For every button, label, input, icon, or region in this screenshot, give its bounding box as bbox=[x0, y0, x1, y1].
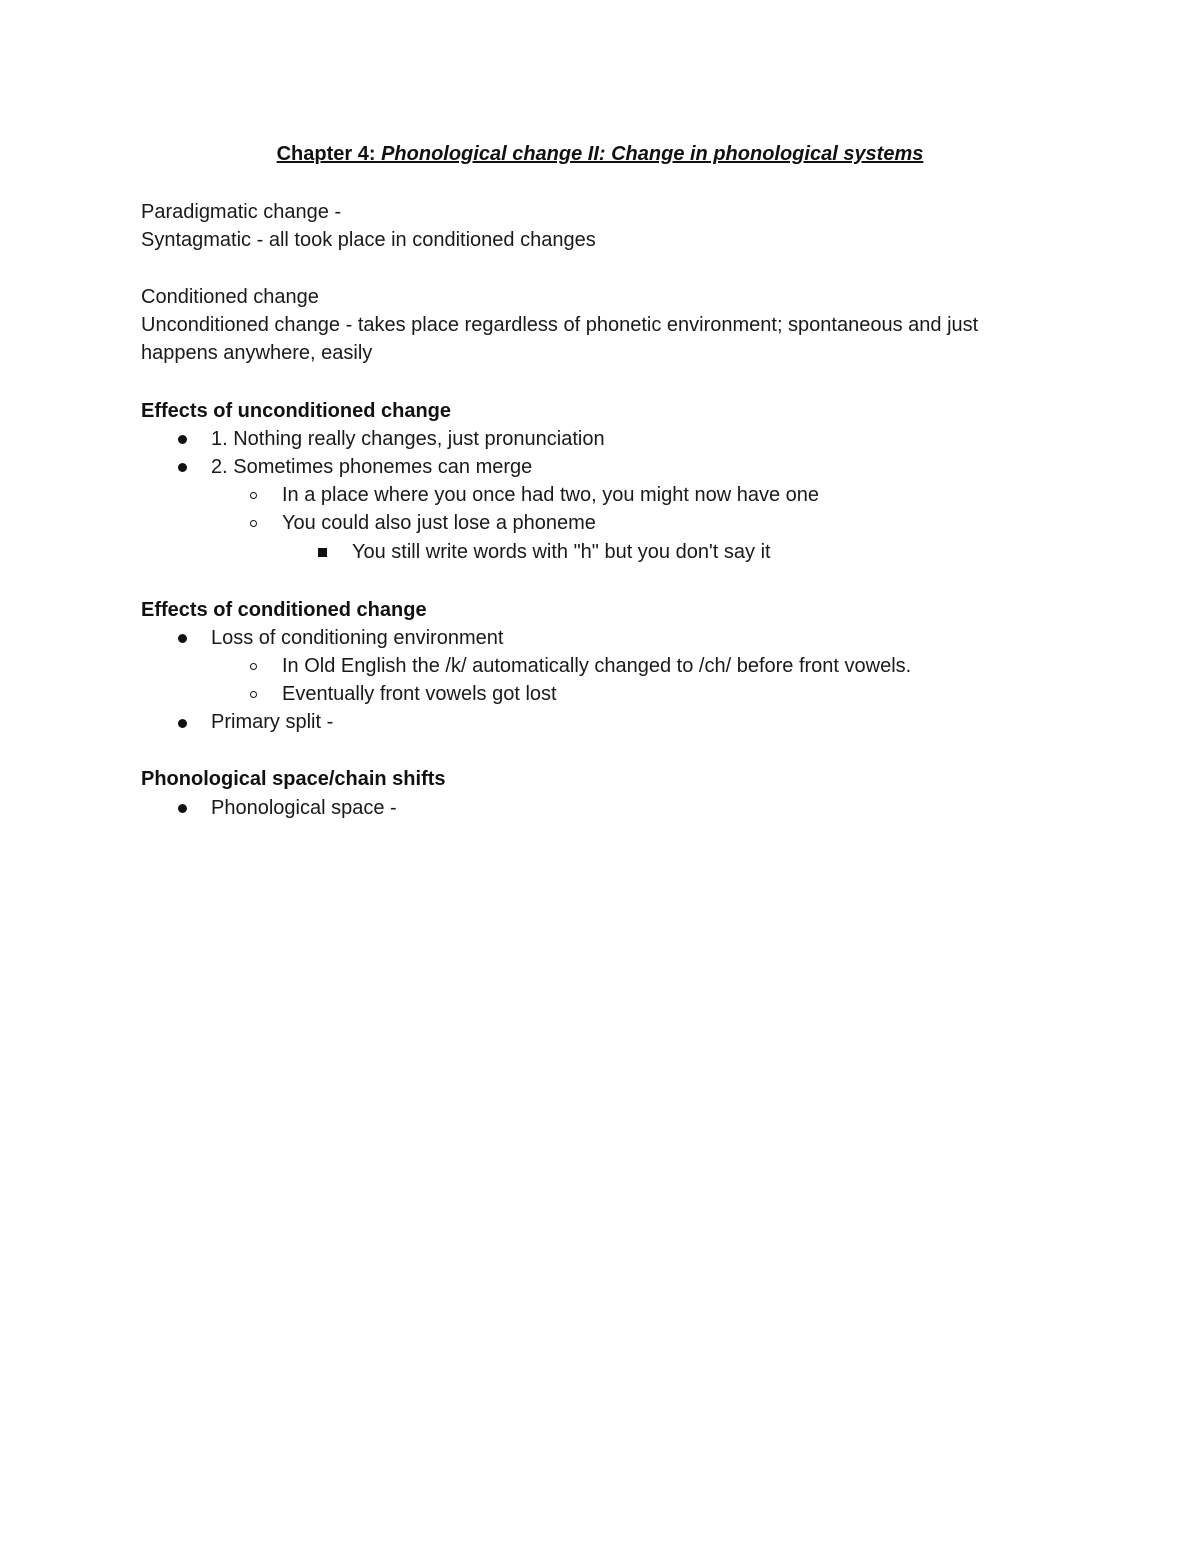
circle-bullet-icon bbox=[250, 691, 257, 698]
list-item: In a place where you once had two, you might now have one bbox=[282, 484, 820, 506]
disc-bullet-icon bbox=[178, 435, 187, 444]
disc-bullet-icon bbox=[178, 804, 187, 813]
title-prefix: Chapter 4: bbox=[276, 143, 382, 165]
square-bullet-icon bbox=[318, 548, 327, 557]
paradigmatic-line: Paradigmatic change - bbox=[141, 201, 342, 223]
list-item: 1. Nothing really changes, just pronunciation bbox=[211, 428, 605, 450]
unconditioned-change-line: Unconditioned change - takes place regardless of phonetic environment; spontaneous and just bbox=[141, 314, 979, 336]
list-item: Primary split - bbox=[211, 711, 334, 733]
list-item: Loss of conditioning environment bbox=[211, 627, 504, 649]
circle-bullet-icon bbox=[250, 663, 257, 670]
section-heading-unconditioned: Effects of unconditioned change bbox=[141, 400, 452, 422]
document-title bbox=[0, 140, 1200, 168]
section-heading-phonological-space: Phonological space/chain shifts bbox=[141, 768, 446, 790]
conditioned-change-line: Conditioned change bbox=[141, 286, 319, 308]
section-heading-conditioned: Effects of conditioned change bbox=[141, 599, 427, 621]
list-item: 2. Sometimes phonemes can merge bbox=[211, 456, 533, 478]
list-item: You could also just lose a phoneme bbox=[282, 512, 596, 534]
title-italic: Phonological change II: Change in phonological systems bbox=[381, 143, 924, 165]
disc-bullet-icon bbox=[178, 463, 187, 472]
unconditioned-change-continuation: happens anywhere, easily bbox=[141, 342, 373, 364]
syntagmatic-line: Syntagmatic - all took place in conditioned changes bbox=[141, 229, 596, 251]
disc-bullet-icon bbox=[178, 634, 187, 643]
list-item: Phonological space - bbox=[211, 797, 397, 819]
circle-bullet-icon bbox=[250, 492, 257, 499]
disc-bullet-icon bbox=[178, 719, 187, 728]
circle-bullet-icon bbox=[250, 520, 257, 527]
list-item: Eventually front vowels got lost bbox=[282, 683, 557, 705]
list-item: In Old English the /k/ automatically changed to /ch/ before front vowels. bbox=[282, 655, 912, 677]
list-item: You still write words with "h" but you don't say it bbox=[352, 541, 771, 563]
